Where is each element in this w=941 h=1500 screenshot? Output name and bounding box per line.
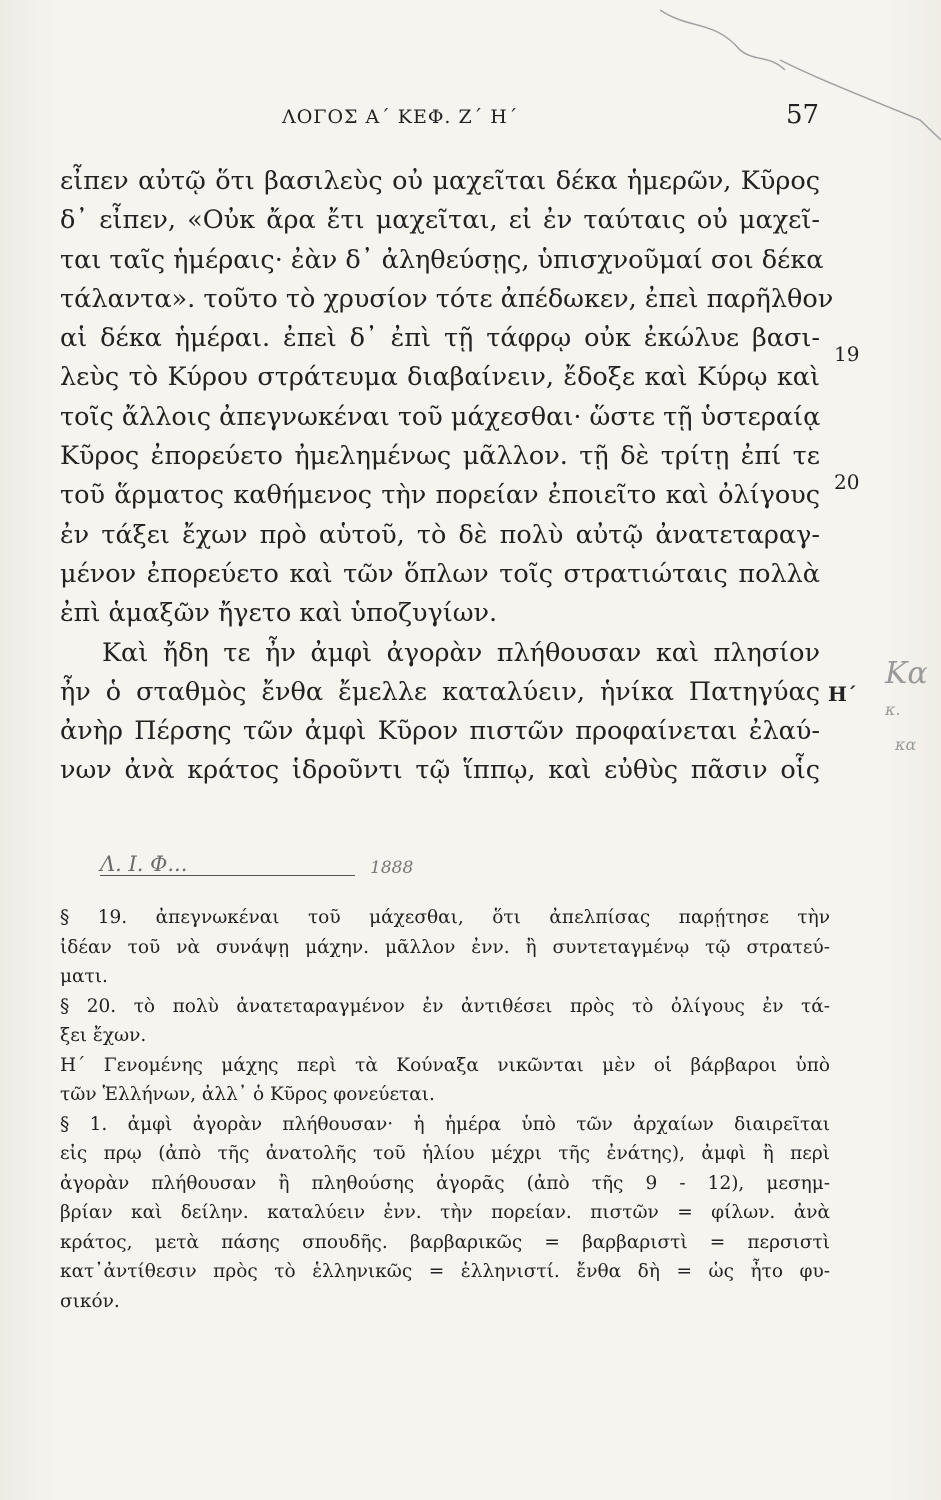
note-line: κράτος, μετὰ πάσης σπουδῆς. βαρβαρικῶς = βαρβαριστὶ = περσιστὶ [60, 1231, 830, 1253]
note-line: § 20. τὸ πολὺ ἀνατεταραγμένον ἐν ἀντιθέσει πρὸς τὸ ὀλίγους ἐν τά- [60, 995, 830, 1017]
text-line: ται ταῖς ἡμέραις· ἐὰν δ᾽ ἀληθεύσῃς, ὑπισχνοῦμαί σοι δέκα [60, 244, 824, 275]
text-line: τάλαντα». τοῦτο τὸ χρυσίον τότε ἀπέδωκεν, ἐπεὶ παρῆλθον [60, 283, 834, 314]
main-text [60, 162, 834, 791]
text-line: εἶπεν αὐτῷ ὅτι βασιλεὺς οὐ μαχεῖται δέκα ἡμερῶν, Κῦρος [60, 166, 820, 196]
note-line: ἀγορὰν πλήθουσαν ἢ πληθούσης ἀγορᾶς (ἀπὸ τῆς 9 - 12), μεσημ- [60, 1172, 830, 1194]
note-line: τῶν Ἑλλήνων, ἀλλ᾽ ὁ Κῦρος φονεύεται. [60, 1084, 435, 1105]
note-line: βρίαν καὶ δείλην. καταλύειν ἐνν. τὴν πορείαν. πιστῶν = φίλων. ἀνὰ [60, 1202, 830, 1223]
note-line: σικόν. [60, 1290, 120, 1312]
pencil-marginalia: κα [895, 735, 917, 754]
note-line: ξει ἔχων. [60, 1025, 147, 1046]
text-line: ἐπὶ ἁμαξῶν ἤγετο καὶ ὑποζυγίων. [60, 598, 498, 629]
running-head: ΛΟΓΟΣ Α΄ ΚΕΦ. Ζ΄ Η΄ [282, 106, 519, 128]
note-line: § 19. ἀπεγνωκέναι τοῦ μάχεσθαι, ὅτι ἀπελπίσας παρῄτησε τὴν [60, 907, 830, 928]
note-line: ἰδέαν τοῦ νὰ συνάψῃ μάχην. μᾶλλον ἐνν. ἢ συντεταγμένῳ τῷ στρατεύ- [60, 936, 830, 958]
signature-year: 1888 [370, 858, 414, 878]
text-line: μένον ἐπορεύετο καὶ τῶν ὅπλων τοῖς στρατιώταις πολλὰ [60, 558, 820, 589]
note-line: § 1. ἀμφὶ ἀγορὰν πλήθουσαν· ἡ ἡμέρα ὑπὸ τῶν ἀρχαίων διαιρεῖται [60, 1113, 830, 1135]
owner-signature: Λ. Ι. Φ... [100, 852, 188, 876]
pencil-marginalia: Κα [885, 656, 928, 691]
text-line: Κῦρος ἐπορεύετο ἠμελημένως μᾶλλον. τῇ δὲ τρίτῃ ἐπί τε [60, 441, 820, 472]
page-number: 57 [786, 100, 820, 130]
text-line: λεὺς τὸ Κύρου στράτευμα διαβαίνειν, ἔδοξε καὶ Κύρῳ καὶ [60, 362, 820, 393]
signature-rule [100, 875, 355, 876]
text-line: τοῖς ἄλλοις ἀπεγνωκέναι τοῦ μάχεσθαι· ὥστε τῇ ὑστεραίᾳ [60, 401, 821, 432]
pencil-scribble [660, 0, 941, 160]
note-line: Η΄ Γενομένης μάχης περὶ τὰ Κούναξα νικῶνται μὲν οἱ βάρβαροι ὑπὸ [60, 1054, 830, 1076]
text-line: τοῦ ἅρματος καθήμενος τὴν πορείαν ἐποιεῖτο καὶ ὀλίγους [60, 480, 820, 511]
note-line: κατ᾽ἀντίθεσιν πρὸς τὸ ἑλληνικῶς = ἑλληνιστί. ἔνθα δὴ = ὡς ἦτο φυ- [60, 1261, 830, 1282]
text-line: δ᾽ εἶπεν, «Οὐκ ἄρα ἔτι μαχεῖται, εἰ ἐν ταύταις οὐ μαχεῖ- [60, 205, 820, 236]
footnotes [60, 903, 830, 1316]
margin-section-number: 19 [834, 342, 860, 366]
pencil-marginalia: κ. [885, 700, 901, 719]
text-line: ἐν τάξει ἔχων πρὸ αὑτοῦ, τὸ δὲ πολὺ αὐτῷ ἀνατεταραγ- [60, 519, 820, 550]
text-line: ἦν ὁ σταθμὸς ἔνθα ἔμελλε καταλύειν, ἡνίκα Πατηγύας [60, 676, 820, 707]
text-line: Καὶ ἤδη τε ἦν ἀμφὶ ἀγορὰν πλήθουσαν καὶ πλησίον [102, 637, 820, 668]
margin-section-number: 20 [834, 470, 860, 494]
text-line: ἀνὴρ Πέρσης τῶν ἀμφὶ Κῦρον πιστῶν προφαίνεται ἐλαύ- [60, 716, 820, 747]
text-line: νων ἀνὰ κράτος ἱδροῦντι τῷ ἵππῳ, καὶ εὐθὺς πᾶσιν οἷς [60, 755, 820, 786]
note-line: εἰς πρῳ (ἀπὸ τῆς ἀνατολῆς τοῦ ἡλίου μέχρι τῆς ἐνάτης), ἀμφὶ ἢ περὶ [60, 1143, 830, 1164]
text-line: αἱ δέκα ἡμέραι. ἐπεὶ δ᾽ ἐπὶ τῇ τάφρῳ οὐκ ἐκώλυε βασι- [60, 323, 820, 354]
note-line: ματι. [60, 966, 108, 987]
margin-chapter-mark: Η΄ [828, 682, 857, 706]
